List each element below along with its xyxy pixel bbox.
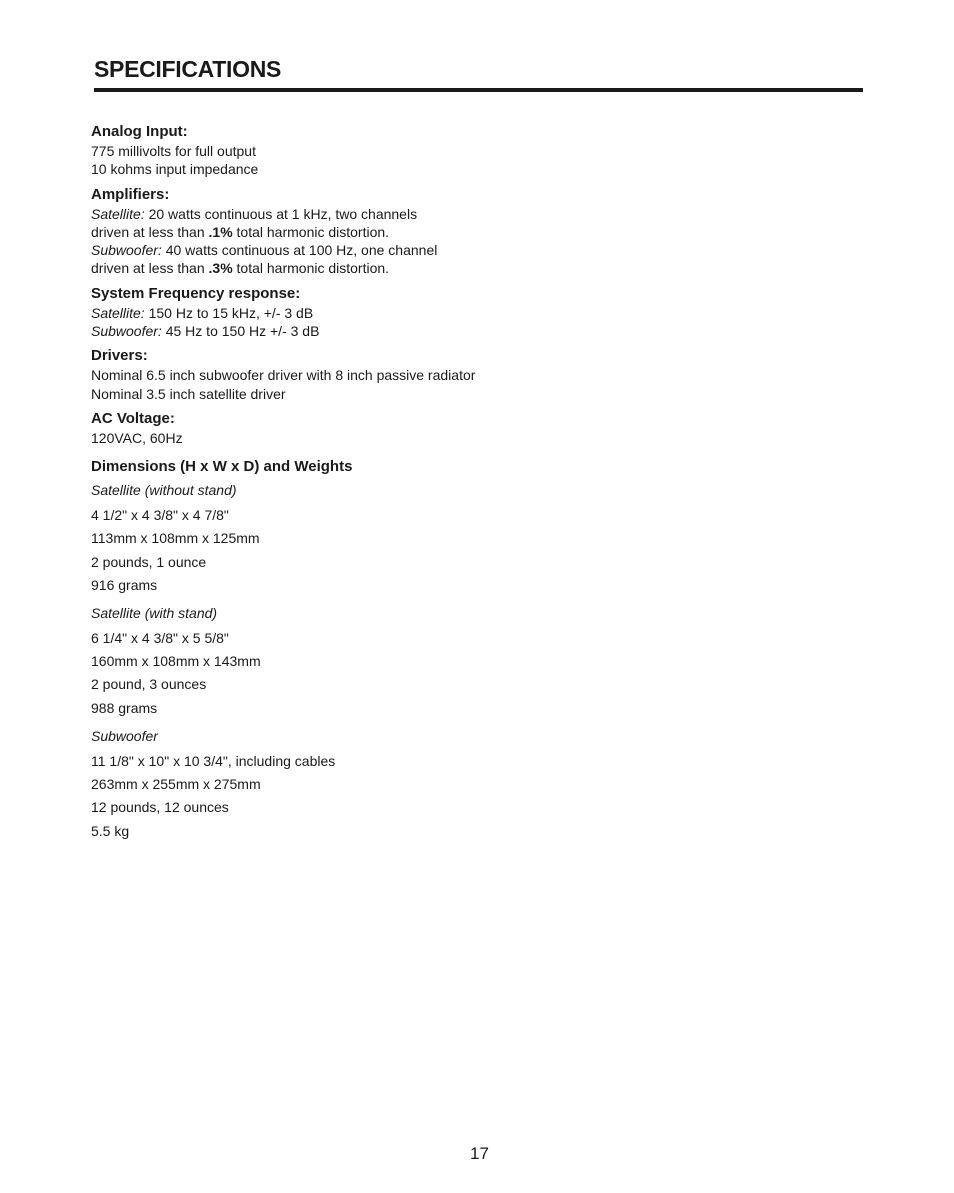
dimensions-heading: Dimensions (H x W x D) and Weights <box>91 458 353 476</box>
title-rule <box>94 88 863 92</box>
analog-input-heading: Analog Input: <box>91 123 188 140</box>
dimension-group-satellite-with-stand <box>91 604 851 720</box>
dimension-line: 2 pound, 3 ounces <box>91 676 207 693</box>
subwoofer-frequency: 45 Hz to 150 Hz +/- 3 dB <box>161 323 320 340</box>
frequency-subwoofer-line <box>91 322 851 340</box>
ac-voltage-section <box>91 410 851 447</box>
amplifiers-satellite-line <box>91 205 851 223</box>
dimension-line: 988 grams <box>91 699 158 716</box>
dimension-line: 6 1/4" x 4 3/8" x 5 5/8" <box>91 630 229 647</box>
analog-input-line: 775 millivolts for full output <box>91 143 256 159</box>
amplifiers-heading: Amplifiers: <box>91 185 170 203</box>
thd-prefix: driven at less than <box>91 223 209 240</box>
satellite-power: 20 watts continuous at 1 kHz, two channels <box>144 205 418 222</box>
satellite-label: Satellite: <box>91 205 145 222</box>
dimension-line: 12 pounds, 12 ounces <box>91 799 229 816</box>
dimension-line: 11 1/8" x 10" x 10 3/4", including cables <box>91 752 336 769</box>
drivers-section <box>91 347 851 403</box>
thd-suffix: total harmonic distortion. <box>232 223 390 240</box>
dimension-group-satellite-without-stand <box>91 481 851 597</box>
dimension-line: 4 1/2" x 4 3/8" x 4 7/8" <box>91 507 229 524</box>
dimension-line: 113mm x 108mm x 125mm <box>91 530 260 547</box>
subwoofer-label: Subwoofer: <box>91 323 162 340</box>
page-title: SPECIFICATIONS <box>94 56 282 82</box>
subwoofer-thd-value: .3% <box>208 260 233 277</box>
dimension-line: 263mm x 255mm x 275mm <box>91 776 261 793</box>
frequency-response-section <box>91 285 851 341</box>
frequency-satellite-line <box>91 304 851 322</box>
analog-input-section <box>91 123 851 179</box>
thd-prefix: driven at less than <box>91 260 209 277</box>
dimension-line: 5.5 kg <box>91 822 130 839</box>
amplifiers-subwoofer-line <box>91 241 851 259</box>
dimension-line: 916 grams <box>91 576 158 593</box>
ac-voltage-line: 120VAC, 60Hz <box>91 429 183 446</box>
satellite-thd-value: .1% <box>208 223 233 240</box>
page-number: 17 <box>470 1144 489 1163</box>
amplifiers-satellite-thd-line <box>91 223 851 241</box>
satellite-frequency: 150 Hz to 15 kHz, +/- 3 dB <box>144 304 314 321</box>
frequency-response-heading: System Frequency response: <box>91 284 301 302</box>
dimension-group-label: Satellite (without stand) <box>91 482 237 499</box>
drivers-heading: Drivers: <box>91 347 148 365</box>
specifications-content <box>91 123 851 850</box>
subwoofer-label: Subwoofer: <box>91 242 162 259</box>
ac-voltage-heading: AC Voltage: <box>91 409 175 427</box>
drivers-line: Nominal 6.5 inch subwoofer driver with 8 inch passive radiator <box>91 367 476 384</box>
amplifiers-subwoofer-thd-line <box>91 259 851 277</box>
dimension-line: 2 pounds, 1 ounce <box>91 553 207 570</box>
subwoofer-power: 40 watts continuous at 100 Hz, one channel <box>161 242 438 259</box>
dimensions-section <box>91 458 851 842</box>
analog-input-line: 10 kohms input impedance <box>91 161 259 178</box>
amplifiers-section <box>91 186 851 278</box>
thd-suffix: total harmonic distortion. <box>232 260 390 277</box>
drivers-line: Nominal 3.5 inch satellite driver <box>91 385 286 402</box>
dimension-group-label: Satellite (with stand) <box>91 605 218 622</box>
satellite-label: Satellite: <box>91 304 145 321</box>
dimension-group-label: Subwoofer <box>91 727 158 744</box>
dimension-group-subwoofer <box>91 727 851 843</box>
dimension-line: 160mm x 108mm x 143mm <box>91 653 261 670</box>
